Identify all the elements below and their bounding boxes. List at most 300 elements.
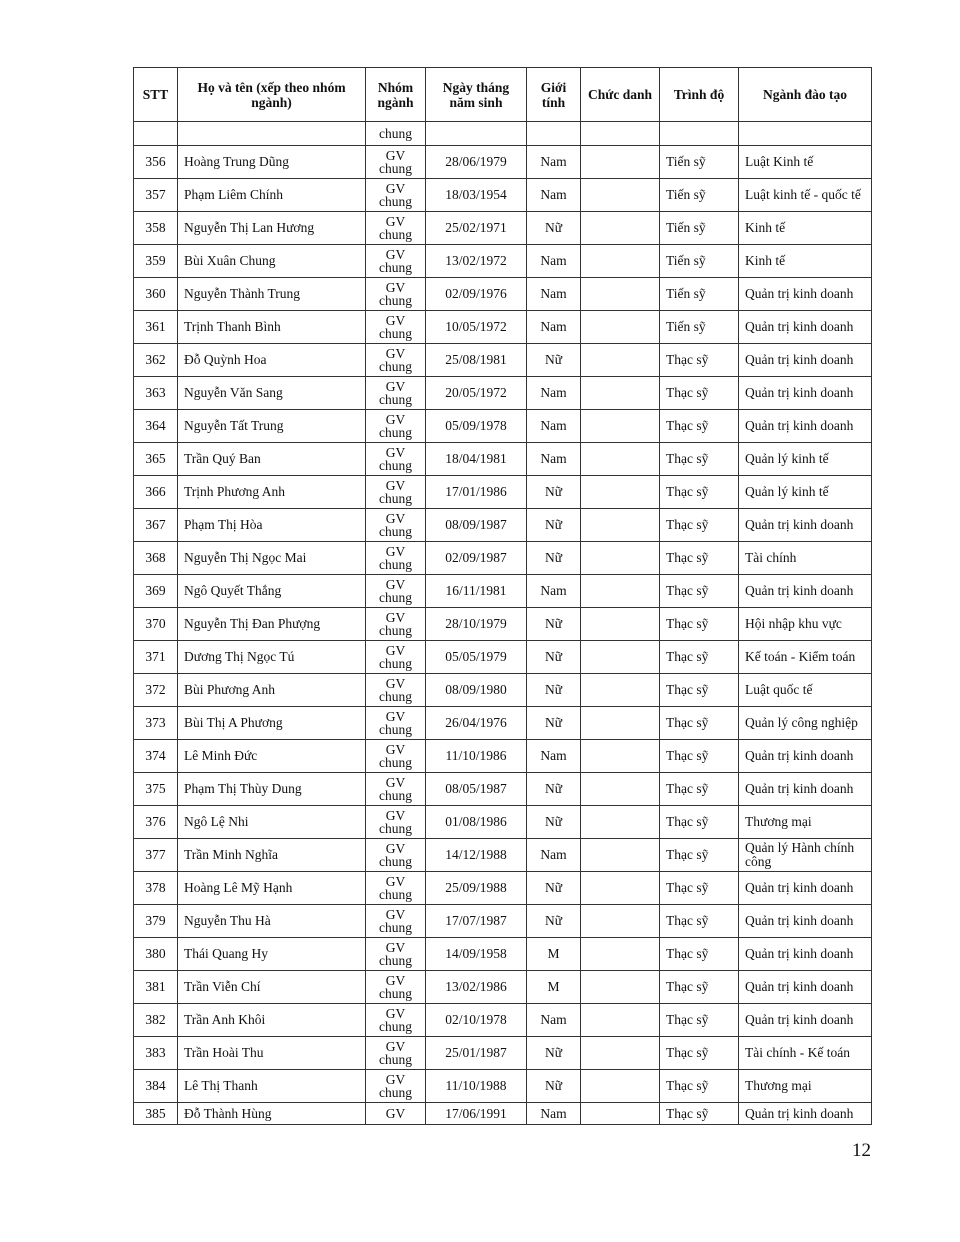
cell-title: [581, 122, 660, 146]
cell-field: Quản trị kinh doanh: [739, 905, 872, 938]
cell-group: [366, 1037, 426, 1070]
table-row: [134, 707, 872, 740]
group-line-2: chung: [379, 425, 412, 440]
cell-name: Ngô Lệ Nhi: [178, 806, 366, 839]
group-line-1: GV: [385, 511, 406, 526]
cell-level: Thạc sỹ: [660, 773, 739, 806]
table-row: [134, 1103, 872, 1125]
table-header-row: [134, 68, 872, 122]
cell-field: Luật quốc tế: [739, 674, 872, 707]
cell-group: [366, 674, 426, 707]
group-line-1: GV: [385, 544, 406, 559]
cell-dob: 08/09/1980: [426, 674, 527, 707]
cell-dob: 05/09/1978: [426, 410, 527, 443]
cell-stt: 364: [134, 410, 178, 443]
cell-field: Quản lý kinh tế: [739, 443, 872, 476]
cell-level: Thạc sỹ: [660, 608, 739, 641]
group-line-2: chung: [379, 656, 412, 671]
cell-field: Quản lý Hành chính công: [739, 839, 872, 872]
cell-name: Trần Viễn Chí: [178, 971, 366, 1004]
cell-name: Trịnh Phương Anh: [178, 476, 366, 509]
cell-stt: 379: [134, 905, 178, 938]
group-line-1: GV: [385, 775, 406, 790]
cell-dob: 08/05/1987: [426, 773, 527, 806]
cell-gender: M: [527, 971, 581, 1004]
cell-title: [581, 443, 660, 476]
cell-title: [581, 311, 660, 344]
group-line-1: GV: [385, 841, 406, 856]
cell-dob: 11/10/1988: [426, 1070, 527, 1103]
cell-gender: Nam: [527, 740, 581, 773]
cell-dob: 08/09/1987: [426, 509, 527, 542]
cell-group: [366, 179, 426, 212]
cell-level: Tiến sỹ: [660, 278, 739, 311]
cell-stt: 378: [134, 872, 178, 905]
cell-field: Hội nhập khu vực: [739, 608, 872, 641]
cell-level: Thạc sỹ: [660, 1103, 739, 1125]
cell-name: Nguyễn Thu Hà: [178, 905, 366, 938]
group-line-2: chung: [379, 161, 412, 176]
cell-gender: Nữ: [527, 212, 581, 245]
cell-title: [581, 245, 660, 278]
cell-stt: 363: [134, 377, 178, 410]
header-field: Ngành đào tạo: [739, 68, 872, 122]
cell-dob: 02/09/1976: [426, 278, 527, 311]
cell-group: [366, 509, 426, 542]
group-line-1: GV: [385, 247, 406, 262]
cell-gender: Nữ: [527, 641, 581, 674]
table-row: [134, 1070, 872, 1103]
header-dob: Ngày tháng năm sinh: [426, 68, 527, 122]
cell-name: Thái Quang Hy: [178, 938, 366, 971]
cell-stt: 385: [134, 1103, 178, 1125]
cell-stt: 376: [134, 806, 178, 839]
cell-dob: 18/03/1954: [426, 179, 527, 212]
cell-dob: 17/01/1986: [426, 476, 527, 509]
cell-stt: 375: [134, 773, 178, 806]
cell-title: [581, 575, 660, 608]
cell-name: Trần Quý Ban: [178, 443, 366, 476]
group-line-2: chung: [379, 557, 412, 572]
cell-group: [366, 311, 426, 344]
cell-dob: 26/04/1976: [426, 707, 527, 740]
table-row: [134, 1037, 872, 1070]
cell-gender: Nam: [527, 377, 581, 410]
cell-group: [366, 806, 426, 839]
cell-group: [366, 344, 426, 377]
cell-title: [581, 146, 660, 179]
group-line-2: chung: [379, 359, 412, 374]
group-line-2: chung: [379, 623, 412, 638]
cell-gender: Nam: [527, 179, 581, 212]
cell-group: [366, 245, 426, 278]
cell-name: [178, 122, 366, 146]
cell-level: Tiến sỹ: [660, 311, 739, 344]
group-line-2: chung: [379, 986, 412, 1001]
group-line-2: chung: [379, 260, 412, 275]
cell-dob: 14/09/1958: [426, 938, 527, 971]
table-row: [134, 212, 872, 245]
cell-title: [581, 740, 660, 773]
group-line-2: chung: [379, 293, 412, 308]
cell-dob: 25/02/1971: [426, 212, 527, 245]
group-line-1: GV: [385, 577, 406, 592]
cell-group: [366, 872, 426, 905]
cell-title: [581, 707, 660, 740]
cell-name: Phạm Thị Thùy Dung: [178, 773, 366, 806]
cell-stt: 367: [134, 509, 178, 542]
table-row: [134, 542, 872, 575]
cell-stt: 366: [134, 476, 178, 509]
cell-level: Thạc sỹ: [660, 938, 739, 971]
table-row: [134, 905, 872, 938]
cell-level: Tiến sỹ: [660, 179, 739, 212]
cell-level: Tiến sỹ: [660, 212, 739, 245]
group-line-1: GV: [385, 379, 406, 394]
group-line-1: GV: [385, 478, 406, 493]
cell-dob: 28/06/1979: [426, 146, 527, 179]
cell-level: Thạc sỹ: [660, 344, 739, 377]
cell-group: [366, 476, 426, 509]
cell-name: Nguyễn Thị Ngọc Mai: [178, 542, 366, 575]
group-line-2: chung: [379, 920, 412, 935]
cell-field: Quản lý kinh tế: [739, 476, 872, 509]
group-line-1: GV: [385, 1072, 406, 1087]
cell-level: Thạc sỹ: [660, 674, 739, 707]
cell-stt: 369: [134, 575, 178, 608]
cell-level: Thạc sỹ: [660, 839, 739, 872]
cell-title: [581, 839, 660, 872]
group-line-1: GV: [385, 148, 406, 163]
cell-level: Thạc sỹ: [660, 575, 739, 608]
cell-field: Quản trị kinh doanh: [739, 971, 872, 1004]
cell-stt: 357: [134, 179, 178, 212]
cell-field: Thương mại: [739, 806, 872, 839]
cell-level: Thạc sỹ: [660, 410, 739, 443]
group-line-1: GV: [385, 280, 406, 295]
group-line-2: chung: [379, 392, 412, 407]
table-row: [134, 476, 872, 509]
cell-dob: 25/08/1981: [426, 344, 527, 377]
table-row: [134, 740, 872, 773]
cell-field: Tài chính - Kế toán: [739, 1037, 872, 1070]
cell-field: Quản trị kinh doanh: [739, 344, 872, 377]
cell-title: [581, 212, 660, 245]
cell-gender: Nam: [527, 1103, 581, 1125]
cell-name: Lê Minh Đức: [178, 740, 366, 773]
cell-field: Quản trị kinh doanh: [739, 377, 872, 410]
cell-title: [581, 938, 660, 971]
group-line-2: chung: [379, 458, 412, 473]
cell-name: Trần Anh Khôi: [178, 1004, 366, 1037]
cell-field: Quản trị kinh doanh: [739, 278, 872, 311]
table-row: [134, 146, 872, 179]
group-line-1: GV: [385, 1039, 406, 1054]
cell-group: [366, 443, 426, 476]
cell-group: [366, 971, 426, 1004]
cell-name: Nguyễn Thị Đan Phượng: [178, 608, 366, 641]
group-line-1: GV: [385, 940, 406, 955]
cell-stt: 358: [134, 212, 178, 245]
cell-title: [581, 641, 660, 674]
header-level: Trình độ: [660, 68, 739, 122]
cell-name: Nguyễn Tất Trung: [178, 410, 366, 443]
group-line-1: GV: [385, 346, 406, 361]
cell-name: Hoàng Lê Mỹ Hạnh: [178, 872, 366, 905]
cell-stt: 368: [134, 542, 178, 575]
cell-field: Kinh tế: [739, 245, 872, 278]
group-line-2: chung: [379, 326, 412, 341]
cell-dob: 01/08/1986: [426, 806, 527, 839]
cell-gender: Nữ: [527, 344, 581, 377]
group-line-2: chung: [379, 227, 412, 242]
cell-gender: Nam: [527, 443, 581, 476]
cell-field: Quản trị kinh doanh: [739, 872, 872, 905]
cell-stt: 362: [134, 344, 178, 377]
cell-field: Luật kinh tế - quốc tế: [739, 179, 872, 212]
cell-gender: Nam: [527, 839, 581, 872]
cell-stt: 356: [134, 146, 178, 179]
table-row: [134, 410, 872, 443]
cell-gender: Nam: [527, 575, 581, 608]
table-row: [134, 509, 872, 542]
group-line-1: GV: [385, 643, 406, 658]
cell-gender: Nữ: [527, 707, 581, 740]
cell-field: Quản trị kinh doanh: [739, 575, 872, 608]
cell-gender: Nữ: [527, 542, 581, 575]
cell-level: Thạc sỹ: [660, 905, 739, 938]
cell-title: [581, 1004, 660, 1037]
cell-field: Quản trị kinh doanh: [739, 773, 872, 806]
table-row: [134, 641, 872, 674]
cell-group: [366, 773, 426, 806]
group-line-2: chung: [379, 491, 412, 506]
cell-field: Quản trị kinh doanh: [739, 1103, 872, 1125]
cell-group: chung: [366, 122, 426, 146]
table-row: [134, 179, 872, 212]
cell-title: [581, 542, 660, 575]
cell-name: Đỗ Quỳnh Hoa: [178, 344, 366, 377]
cell-field: Kinh tế: [739, 212, 872, 245]
cell-level: [660, 122, 739, 146]
cell-group: [366, 1103, 426, 1125]
cell-level: Thạc sỹ: [660, 806, 739, 839]
cell-name: Trần Hoài Thu: [178, 1037, 366, 1070]
group-line-1: GV: [385, 181, 406, 196]
cell-dob: 13/02/1972: [426, 245, 527, 278]
cell-dob: 17/06/1991: [426, 1103, 527, 1125]
cell-gender: Nam: [527, 1004, 581, 1037]
group-line-1: GV: [385, 1106, 406, 1121]
cell-stt: 382: [134, 1004, 178, 1037]
cell-title: [581, 1103, 660, 1125]
cell-group: [366, 905, 426, 938]
cell-dob: 16/11/1981: [426, 575, 527, 608]
cell-gender: [527, 122, 581, 146]
cell-dob: 17/07/1987: [426, 905, 527, 938]
cell-group: [366, 1070, 426, 1103]
table-row: [134, 872, 872, 905]
cell-dob: 02/10/1978: [426, 1004, 527, 1037]
cell-field: Quản trị kinh doanh: [739, 509, 872, 542]
cell-gender: Nữ: [527, 476, 581, 509]
group-line-2: chung: [379, 689, 412, 704]
cell-title: [581, 905, 660, 938]
table-row: [134, 806, 872, 839]
cell-field: Quản trị kinh doanh: [739, 410, 872, 443]
cell-gender: Nam: [527, 311, 581, 344]
cell-gender: Nữ: [527, 608, 581, 641]
cell-dob: 11/10/1986: [426, 740, 527, 773]
table-row: [134, 278, 872, 311]
cell-title: [581, 377, 660, 410]
group-line-1: GV: [385, 742, 406, 757]
cell-name: Đỗ Thành Hùng: [178, 1103, 366, 1125]
table-row: [134, 674, 872, 707]
cell-field: Tài chính: [739, 542, 872, 575]
group-line-1: GV: [385, 676, 406, 691]
group-line-1: GV: [385, 907, 406, 922]
cell-dob: [426, 122, 527, 146]
cell-title: [581, 476, 660, 509]
group-line-2: chung: [379, 953, 412, 968]
cell-dob: 18/04/1981: [426, 443, 527, 476]
cell-dob: 13/02/1986: [426, 971, 527, 1004]
group-line-1: GV: [385, 709, 406, 724]
cell-level: Thạc sỹ: [660, 377, 739, 410]
cell-gender: Nam: [527, 278, 581, 311]
cell-name: Ngô Quyết Thắng: [178, 575, 366, 608]
staff-table: [133, 67, 872, 1125]
cell-group: [366, 608, 426, 641]
table-row: [134, 839, 872, 872]
cell-name: Lê Thị Thanh: [178, 1070, 366, 1103]
group-line-1: GV: [385, 610, 406, 625]
cell-field: Quản trị kinh doanh: [739, 311, 872, 344]
cell-stt: 374: [134, 740, 178, 773]
cell-group: [366, 839, 426, 872]
table-row: [134, 575, 872, 608]
cell-gender: Nữ: [527, 872, 581, 905]
continuation-row: [134, 122, 872, 146]
cell-stt: 383: [134, 1037, 178, 1070]
cell-title: [581, 971, 660, 1004]
cell-dob: 28/10/1979: [426, 608, 527, 641]
cell-title: [581, 1070, 660, 1103]
cell-level: Thạc sỹ: [660, 509, 739, 542]
cell-field: Thương mại: [739, 1070, 872, 1103]
group-line-1: GV: [385, 808, 406, 823]
cell-level: Thạc sỹ: [660, 740, 739, 773]
cell-level: Thạc sỹ: [660, 1004, 739, 1037]
cell-name: Phạm Thị Hòa: [178, 509, 366, 542]
cell-level: Thạc sỹ: [660, 443, 739, 476]
table-row: [134, 443, 872, 476]
cell-dob: 05/05/1979: [426, 641, 527, 674]
cell-field: Quản trị kinh doanh: [739, 1004, 872, 1037]
header-gender: Giới tính: [527, 68, 581, 122]
group-line-2: chung: [379, 194, 412, 209]
cell-name: Dương Thị Ngọc Tú: [178, 641, 366, 674]
cell-stt: 359: [134, 245, 178, 278]
cell-name: Nguyễn Thành Trung: [178, 278, 366, 311]
cell-title: [581, 773, 660, 806]
cell-group: [366, 410, 426, 443]
group-line-2: chung: [379, 524, 412, 539]
cell-group: [366, 707, 426, 740]
cell-name: Bùi Phương Anh: [178, 674, 366, 707]
cell-stt: 371: [134, 641, 178, 674]
cell-field: Quản trị kinh doanh: [739, 938, 872, 971]
table-row: [134, 938, 872, 971]
cell-gender: Nữ: [527, 905, 581, 938]
cell-gender: Nữ: [527, 773, 581, 806]
table-row: [134, 773, 872, 806]
table-row: [134, 608, 872, 641]
cell-stt: 377: [134, 839, 178, 872]
cell-stt: 372: [134, 674, 178, 707]
table-row: [134, 344, 872, 377]
group-line-2: chung: [379, 1085, 412, 1100]
cell-level: Thạc sỹ: [660, 476, 739, 509]
cell-group: [366, 575, 426, 608]
group-line-2: chung: [379, 722, 412, 737]
group-line-2: chung: [379, 1019, 412, 1034]
cell-name: Phạm Liêm Chính: [178, 179, 366, 212]
cell-field: Quản lý công nghiệp: [739, 707, 872, 740]
table-row: [134, 1004, 872, 1037]
cell-name: Bùi Xuân Chung: [178, 245, 366, 278]
cell-title: [581, 179, 660, 212]
cell-title: [581, 509, 660, 542]
group-line-1: GV: [385, 214, 406, 229]
cell-stt: 360: [134, 278, 178, 311]
cell-stt: 380: [134, 938, 178, 971]
group-line-2: chung: [379, 590, 412, 605]
cell-group: [366, 212, 426, 245]
group-line-2: chung: [379, 854, 412, 869]
cell-field: Quản trị kinh doanh: [739, 740, 872, 773]
cell-title: [581, 278, 660, 311]
cell-title: [581, 1037, 660, 1070]
cell-stt: [134, 122, 178, 146]
cell-gender: M: [527, 938, 581, 971]
cell-title: [581, 410, 660, 443]
cell-field: Luật Kinh tế: [739, 146, 872, 179]
cell-name: Bùi Thị A Phương: [178, 707, 366, 740]
cell-dob: 10/05/1972: [426, 311, 527, 344]
group-line-1: GV: [385, 874, 406, 889]
group-line-1: GV: [385, 973, 406, 988]
cell-title: [581, 872, 660, 905]
group-line-1: GV: [385, 445, 406, 460]
cell-level: Tiến sỹ: [660, 146, 739, 179]
cell-group: [366, 740, 426, 773]
cell-group: [366, 377, 426, 410]
table-row: [134, 377, 872, 410]
header-name: Họ và tên (xếp theo nhóm ngành): [178, 68, 366, 122]
header-title: Chức danh: [581, 68, 660, 122]
cell-level: Thạc sỹ: [660, 641, 739, 674]
cell-level: Thạc sỹ: [660, 971, 739, 1004]
cell-stt: 384: [134, 1070, 178, 1103]
cell-stt: 381: [134, 971, 178, 1004]
table-row: [134, 245, 872, 278]
cell-title: [581, 674, 660, 707]
group-line-1: GV: [385, 412, 406, 427]
group-line-2: chung: [379, 887, 412, 902]
cell-title: [581, 806, 660, 839]
